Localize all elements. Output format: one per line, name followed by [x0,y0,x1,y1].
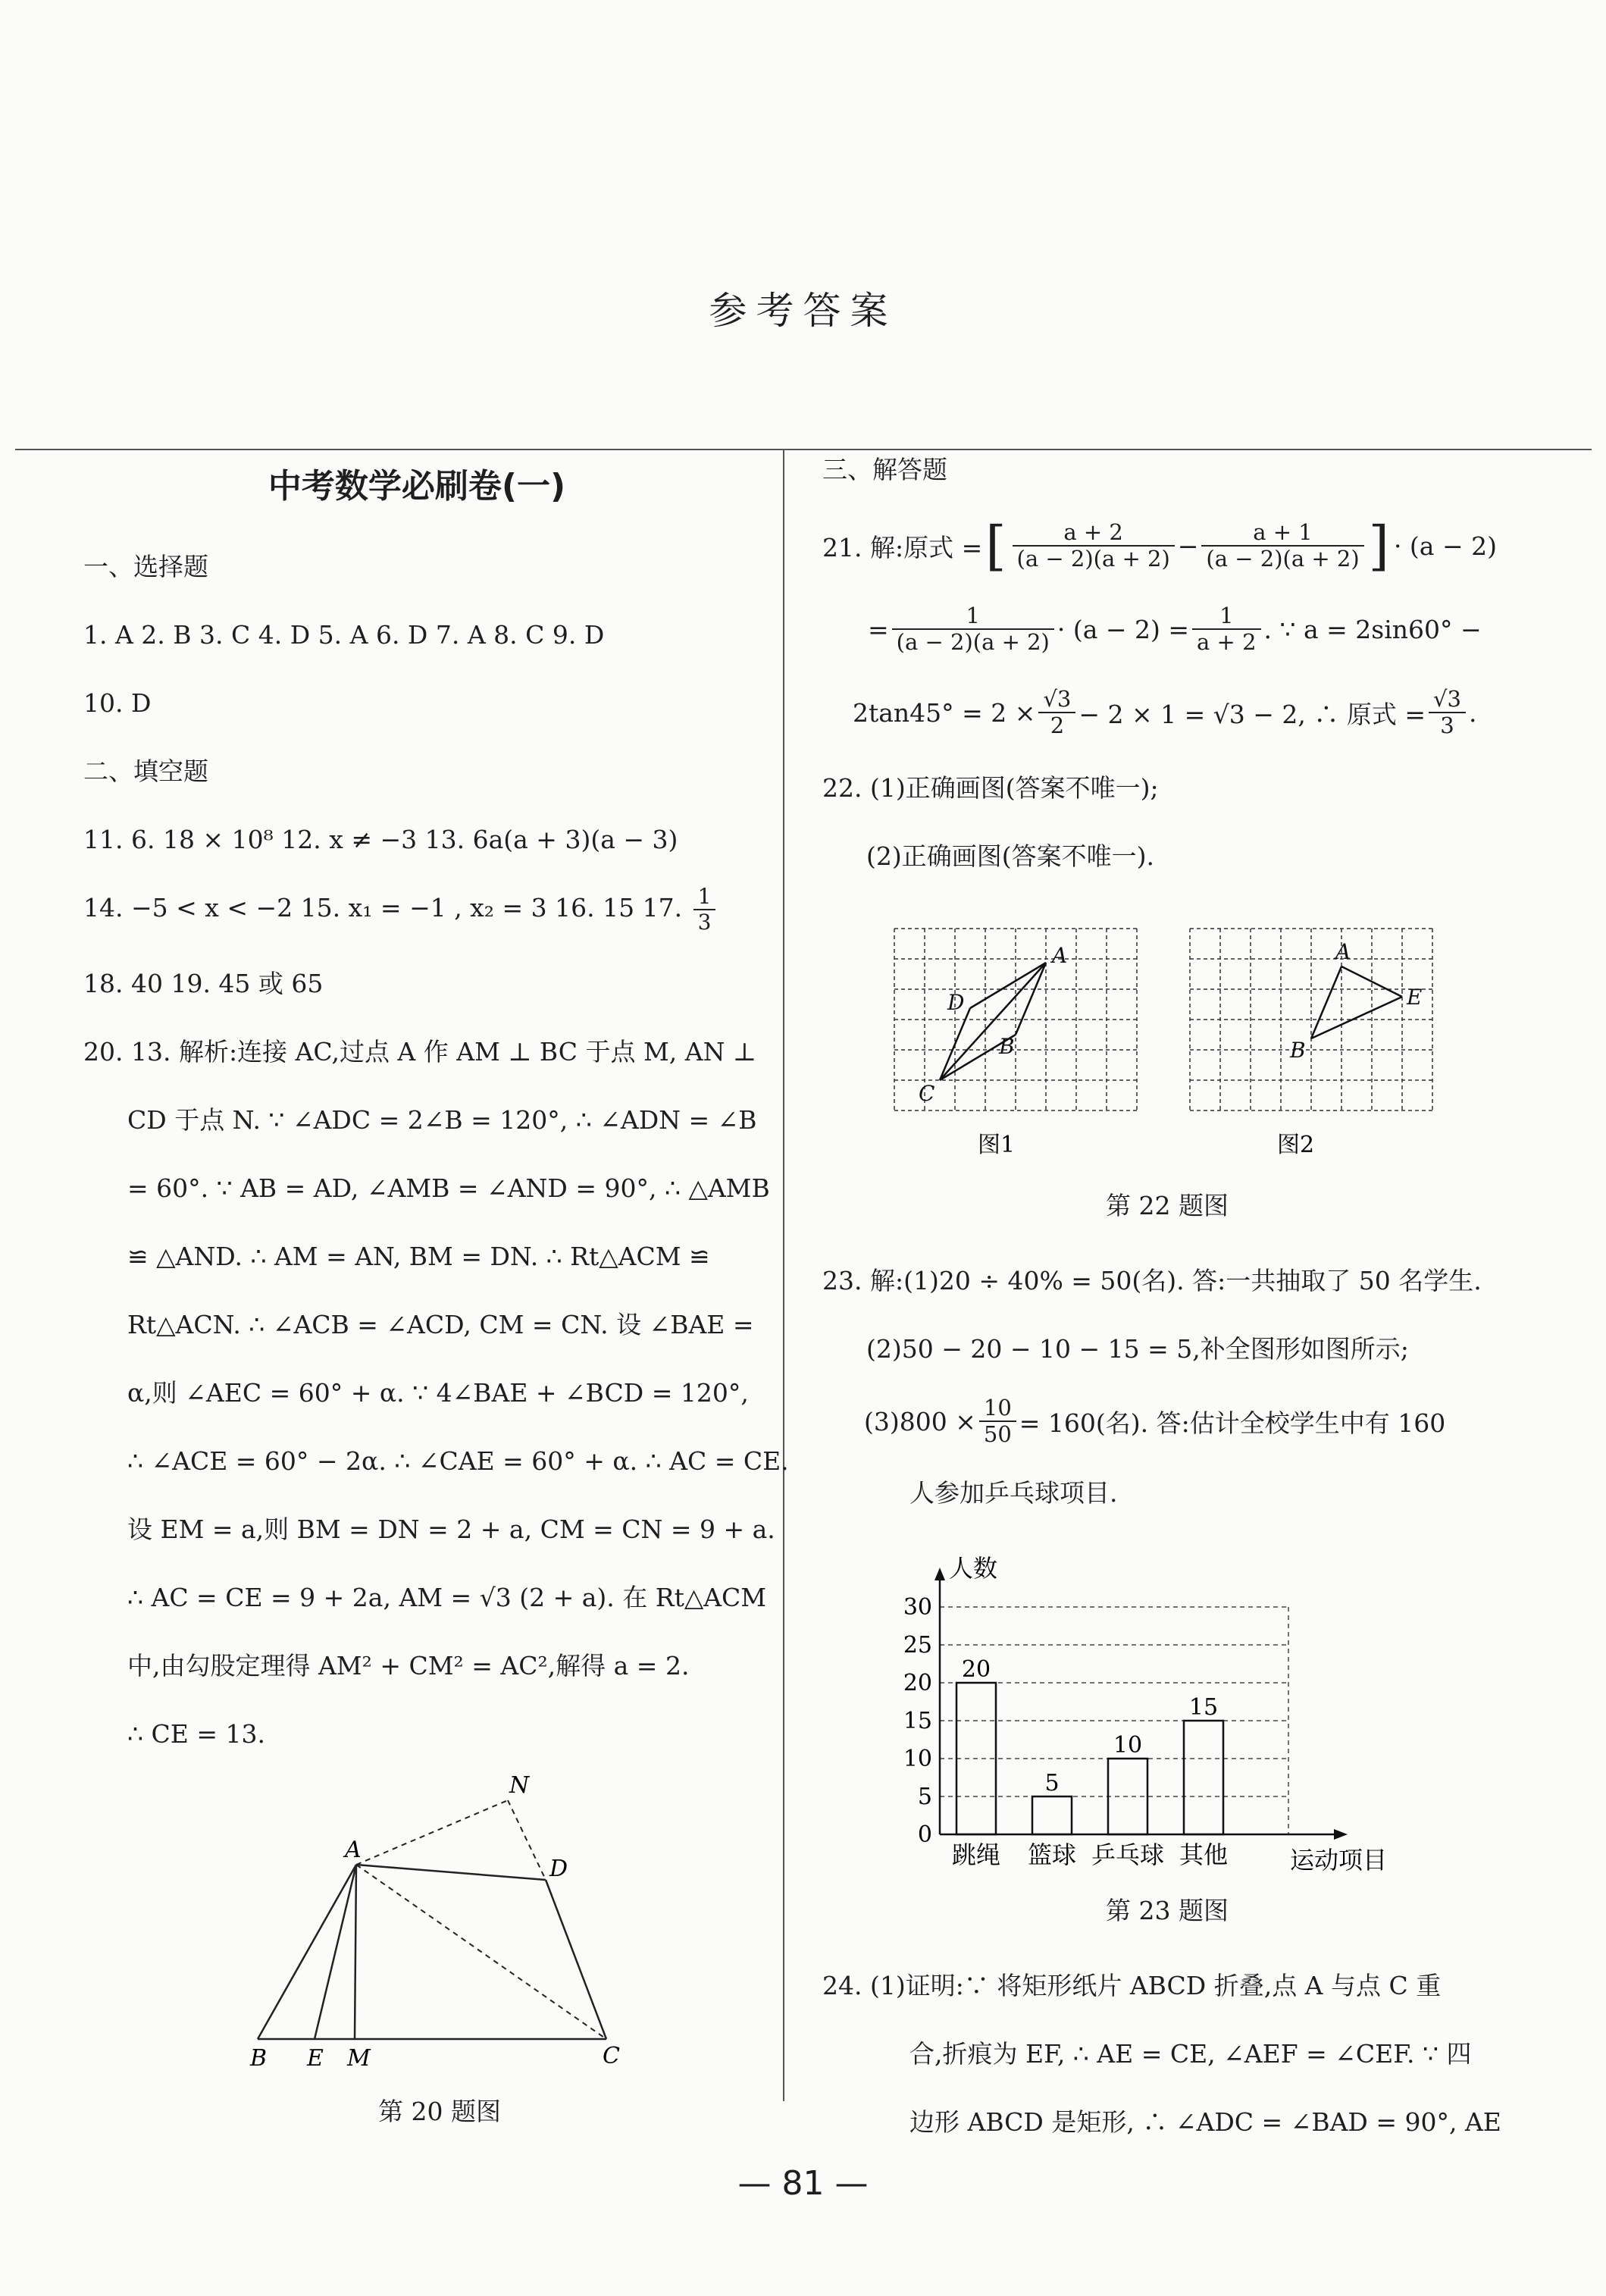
page-title: 参考答案 [709,289,897,333]
q21-line-1 [822,504,1550,587]
q20-line: ∴ AC = CE = 9 + 2a, AM = √3 (2 + a). 在 Rt△ACM [127,1583,767,1612]
fig1-label-a: A [1052,943,1068,968]
q21-fraction-3 [892,603,1054,656]
q20-line: 20. 13. 解析:连接 AC,过点 A 作 AM ⊥ BC 于点 M, AN ⊥ [83,1037,756,1067]
bracket-close: ] [1368,515,1389,577]
fraction-num: 1 [892,603,1054,630]
q21-fraction-1 [1013,520,1175,572]
q21-fraction-2 [1201,520,1363,572]
q23-l3-start: (3)800 × [864,1406,976,1436]
page-number: — 81 — [737,2164,869,2203]
x-axis-arrow [1334,1829,1348,1840]
label-d: D [549,1856,568,1882]
top-divider [15,449,1592,450]
bar-value-label: 5 [1044,1770,1060,1796]
q21-fraction-6 [1429,687,1466,739]
fig2-eb [1311,997,1402,1038]
q23-line-4: 人参加乒乓球项目. [909,1478,1118,1508]
q23-solution [822,1247,1550,1527]
q24-line: 24. (1)证明:∵ 将矩形纸片 ABCD 折叠,点 A 与点 C 重 [822,1971,1442,2000]
q21-intro: 21. 解:原式 = [822,532,983,562]
fig1-label-b: B [999,1034,1015,1059]
fraction-num: √3 [1429,687,1466,713]
q23-line-1: 23. 解:(1)20 ÷ 40% = 50(名). 答:一共抽取了 50 名学生. [822,1266,1482,1295]
y-tick-label: 15 [903,1708,932,1734]
fraction-den: a + 2 [1197,629,1257,655]
fraction-den: (a − 2)(a + 2) [896,629,1050,655]
fraction-den: 2 [1050,713,1065,738]
segment-an [356,1800,508,1865]
q20-line: CD 于点 N. ∵ ∠ADC = 2∠B = 120°, ∴ ∠ADN = ∠B [127,1105,757,1135]
x-axis-label: 运动项目 [1290,1846,1388,1875]
left-column [83,451,789,1768]
bracket-open: [ [985,515,1006,577]
q20-line: = 60°. ∵ AB = AD, ∠AMB = ∠AND = 90°, ∴ △AMB [127,1173,770,1203]
fraction-num: √3 [1038,687,1075,713]
column-divider [783,449,784,2101]
segment-dc [546,1880,606,2039]
q23-caption: 第 23 题图 [1106,1896,1229,1925]
fraction-num: 1 [693,885,716,910]
bar-value-label: 10 [1113,1732,1143,1759]
fraction-den: 3 [697,910,712,935]
fig1-name: 图1 [978,1132,1016,1158]
fig1-da [970,963,1046,1008]
q22-figures [887,925,1463,1175]
fraction-num: a + 2 [1013,520,1175,547]
segment-ab [258,1865,356,2039]
y-axis-label: 人数 [949,1554,998,1583]
q20-line: α,则 ∠AEC = 60° + α. ∵ 4∠BAE + ∠BCD = 120°, [127,1378,749,1408]
fig2-name: 图2 [1277,1132,1315,1158]
y-tick-label: 20 [903,1670,932,1696]
label-a: A [345,1837,362,1863]
y-tick-label: 25 [903,1632,932,1659]
q21-l3-start: 2tan45° = 2 × [853,697,1036,728]
q20-line: 中,由勾股定理得 AM² + CM² = AC²,解得 a = 2. [127,1651,690,1680]
segment-ae [315,1865,356,2039]
q23-bar-chart [894,1546,1440,1880]
fill-answers-2 [83,874,750,942]
section-solve: 三、解答题 [822,455,947,484]
q21-fraction-4 [1192,603,1260,656]
q21-fraction-5 [1038,687,1075,739]
label-m: M [347,2045,371,2069]
segment-dn [508,1800,546,1880]
q20-figure [243,1766,667,2069]
choice-answers-1: 1. A 2. B 3. C 4. D 5. A 6. D 7. A 8. C 9. D [83,620,605,650]
fill-answers-3: 18. 40 19. 45 或 65 [83,969,324,998]
q20-line: ∴ ∠ACE = 60° − 2α. ∴ ∠CAE = 60° + α. ∴ AC = CE. [127,1446,789,1476]
q20-line: Rt△ACN. ∴ ∠ACB = ∠ACD, CM = CN. 设 ∠BAE = [127,1310,754,1339]
fill-answers-2-text: 14. −5 < x < −2 15. x₁ = −1 , x₂ = 3 16. 15 17. [83,893,683,922]
label-e: E [307,2045,324,2069]
q20-line: ≌ △AND. ∴ AM = AN, BM = DN. ∴ Rt△ACM ≌ [127,1242,710,1271]
label-c: C [603,2043,620,2069]
fill-answers-1: 11. 6. 18 × 10⁸ 12. x ≠ −3 13. 6a(a + 3)(a − 3) [83,825,678,854]
fig1-label-c: C [919,1081,935,1106]
q24-solution [822,1952,1550,2157]
q20-line: 设 EM = a,则 BM = DN = 2 + a, CM = CN = 9 + a. [127,1514,775,1544]
q24-line: 边形 ABCD 是矩形, ∴ ∠ADC = ∠BAD = 90°, AE [909,2107,1501,2137]
q23-line-3 [822,1383,1550,1459]
fig1-ca [940,963,1046,1080]
q22-line-1: 22. (1)正确画图(答案不唯一); [822,773,1159,803]
q21-minus: − [1177,531,1199,561]
bar [1184,1721,1223,1834]
y-tick-label: 10 [903,1746,932,1772]
grid-figure-2 [1190,929,1432,1110]
q23-fraction [979,1395,1016,1448]
label-n: N [509,1772,530,1799]
bar-value-label: 20 [961,1656,991,1683]
q21-cond: . ∵ a = 2sin60° − [1263,614,1482,644]
fig1-label-d: D [947,990,965,1015]
y-tick-label: 30 [903,1594,932,1621]
y-axis-arrow [934,1568,945,1580]
fraction-17 [693,885,716,935]
label-b: B [250,2045,268,2069]
fig2-label-a: A [1335,939,1351,964]
fraction-num: 10 [979,1395,1016,1422]
x-category-label: 跳绳 [951,1840,1001,1869]
q23-line-2: (2)50 − 20 − 10 − 15 = 5,补全图形如图所示; [866,1334,1409,1364]
y-tick-label: 0 [917,1821,932,1848]
q21-line-2 [822,587,1550,671]
segment-ac [356,1865,606,2039]
fig1-ab [1016,963,1046,1035]
fraction-num: a + 1 [1201,520,1363,547]
fraction-den: 3 [1440,713,1454,738]
q20-line: ∴ CE = 13. [127,1719,265,1749]
q21-mult2: · (a − 2) = [1057,614,1190,644]
q20-solution [83,1018,789,1768]
fig2-label-e: E [1407,985,1423,1010]
q20-caption: 第 20 题图 [378,2097,501,2126]
y-tick-label: 5 [917,1784,932,1810]
x-category-label: 其他 [1179,1840,1229,1869]
q21-line-3 [822,671,1550,754]
x-category-label: 乒乓球 [1091,1840,1165,1869]
fraction-num: 1 [1192,603,1260,630]
q22-caption: 第 22 题图 [1106,1191,1229,1220]
segment-am [355,1865,356,2039]
fraction-den: (a − 2)(a + 2) [1206,546,1360,572]
fraction-den: (a − 2)(a + 2) [1016,546,1170,572]
q21-l3-end: . [1468,697,1477,728]
q24-line: 合,折痕为 EF, ∴ AE = CE, ∠AEF = ∠CEF. ∵ 四 [909,2039,1472,2069]
fraction-den: 50 [983,1421,1012,1447]
fig2-label-b: B [1290,1038,1306,1063]
choice-answers-2: 10. D [83,688,152,718]
q21-eq: = [868,614,889,644]
right-column [822,451,1550,891]
q21-l3-mid: − 2 × 1 = √3 − 2, ∴ 原式 = [1078,699,1426,729]
q22-line-2: (2)正确画图(答案不唯一). [866,841,1154,871]
section-choice: 一、选择题 [83,552,208,581]
q23-l3-end: = 160(名). 答:估计全校学生中有 160 [1019,1408,1446,1438]
segment-ad [356,1865,546,1880]
q21-mult: · (a − 2) [1393,531,1497,561]
bar-value-label: 15 [1188,1694,1219,1721]
bar [1032,1796,1072,1834]
section-fill: 二、填空题 [83,756,208,786]
paper-title: 中考数学必刷卷(一) [268,467,566,506]
x-category-label: 篮球 [1027,1840,1077,1869]
